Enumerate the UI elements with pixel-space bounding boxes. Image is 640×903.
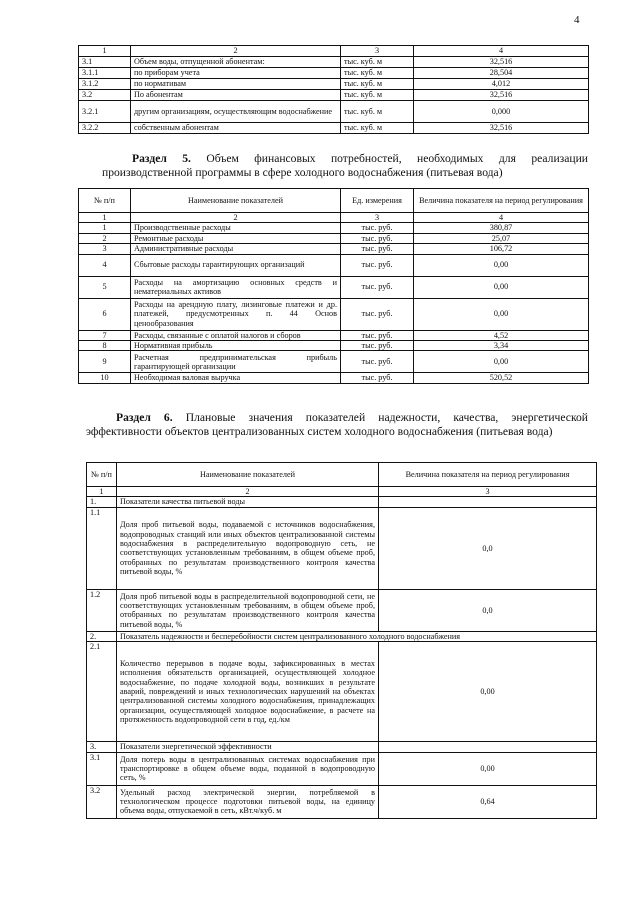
group-name: Показатели качества питьевой воды	[117, 497, 379, 507]
table-row	[79, 298, 589, 330]
row-num: 4	[79, 254, 131, 276]
table-row	[79, 101, 589, 123]
row-num: 3.2.1	[79, 101, 131, 123]
row-unit: тыс. куб. м	[341, 57, 414, 68]
row-num: 3.1	[79, 57, 131, 68]
col-number: 2	[131, 46, 341, 57]
row-value: 3,34	[414, 341, 589, 351]
row-num: 2	[79, 233, 131, 243]
row-value: 380,87	[414, 223, 589, 233]
table-header-row	[87, 463, 597, 487]
section6-label: Раздел 6.	[116, 411, 173, 424]
row-num: 2.1	[87, 642, 117, 742]
col-number: 1	[79, 46, 131, 57]
row-num: 9	[79, 351, 131, 373]
indicators-table	[86, 462, 597, 819]
row-value: 28,504	[414, 68, 589, 79]
group-row	[87, 742, 597, 752]
table-row	[79, 79, 589, 90]
group-row	[87, 631, 597, 641]
table-row	[79, 254, 589, 276]
row-name: Расходы на арендную плату, лизинговые платежи и др. платежей, предусмотренных п. 44 Основ ценообразования	[131, 298, 341, 330]
group-row	[87, 497, 597, 507]
row-value: 0,0	[379, 589, 597, 631]
row-name: По абонентам	[131, 90, 341, 101]
row-num: 1	[79, 223, 131, 233]
row-value: 0,0	[379, 507, 597, 589]
row-value: 0,00	[379, 642, 597, 742]
row-name: Удельный расход электрической энергии, потребляемой в технологическом процессе подготовки питьевой воды, на единицу объема воды, отпускаемой в сеть, кВт.ч/куб. м	[117, 785, 379, 818]
col-number: 3	[341, 213, 414, 223]
col-number: 3	[379, 487, 597, 497]
row-unit: тыс. руб.	[341, 254, 414, 276]
group-empty	[379, 742, 597, 752]
group-name: Показатель надежности и бесперебойности систем централизованного холодного водоснабжения	[117, 631, 597, 641]
row-unit: тыс. куб. м	[341, 90, 414, 101]
row-value: 0,00	[414, 254, 589, 276]
row-value: 32,516	[414, 57, 589, 68]
row-num: 3	[79, 244, 131, 254]
table-number-row	[79, 213, 589, 223]
section5-title	[102, 152, 588, 179]
table-row	[79, 57, 589, 68]
row-num: 10	[79, 373, 131, 383]
col-header: Величина показателя на период регулирования	[414, 189, 589, 213]
col-header: № п/п	[79, 189, 131, 213]
row-num: 6	[79, 298, 131, 330]
row-name: Расчетная предпринимательская прибыль гарантирующей организации	[131, 351, 341, 373]
row-value: 4,012	[414, 79, 589, 90]
table-row	[87, 785, 597, 818]
table-row	[79, 244, 589, 254]
row-num: 1.2	[87, 589, 117, 631]
row-name: Объем воды, отпущенной абонентам:	[131, 57, 341, 68]
row-name: собственным абонентам	[131, 123, 341, 134]
row-value: 0,00	[379, 752, 597, 785]
row-value: 0,64	[379, 785, 597, 818]
row-unit: тыс. куб. м	[341, 123, 414, 134]
col-number: 3	[341, 46, 414, 57]
row-value: 520,52	[414, 373, 589, 383]
row-value: 106,72	[414, 244, 589, 254]
row-num: 1.1	[87, 507, 117, 589]
row-unit: тыс. руб.	[341, 244, 414, 254]
row-num: 8	[79, 341, 131, 351]
row-num: 3.2	[87, 785, 117, 818]
row-unit: тыс. руб.	[341, 341, 414, 351]
row-num: 3.1.1	[79, 68, 131, 79]
table-row	[79, 276, 589, 298]
col-header: № п/п	[87, 463, 117, 487]
row-unit: тыс. куб. м	[341, 101, 414, 123]
table-row	[87, 752, 597, 785]
col-header: Наименование показателей	[117, 463, 379, 487]
table-row	[79, 351, 589, 373]
row-num: 3.1	[87, 752, 117, 785]
table-row	[79, 373, 589, 383]
row-unit: тыс. руб.	[341, 330, 414, 340]
table-row	[79, 68, 589, 79]
row-num: 5	[79, 276, 131, 298]
row-name: Расходы на амортизацию основных средств и нематериальных активов	[131, 276, 341, 298]
col-header: Величина показателя на период регулирования	[379, 463, 597, 487]
row-name: Доля проб питьевой воды, подаваемой с источников водоснабжения, водопроводных станций или иных объектов централизованной системы водоснабжения в распределительную водопроводную сеть, не соответствующих установленным требованиям, в общем объеме проб, отобранных по результатам производственного контроля качества питьевой воды, %	[117, 507, 379, 589]
row-value: 32,516	[414, 90, 589, 101]
table-number-row	[87, 487, 597, 497]
table-row	[87, 589, 597, 631]
row-unit: тыс. руб.	[341, 233, 414, 243]
section6-title	[86, 411, 588, 438]
row-value: 0,00	[414, 351, 589, 373]
row-name: Расходы, связанные с оплатой налогов и сборов	[131, 330, 341, 340]
financial-needs-table	[78, 188, 589, 384]
row-name: Производственные расходы	[131, 223, 341, 233]
row-value: 32,516	[414, 123, 589, 134]
table-row	[79, 330, 589, 340]
row-value: 25,07	[414, 233, 589, 243]
table-row	[79, 341, 589, 351]
section5-title-text: Объем финансовых потребностей, необходимых для реализации производственной программы в сфере холодного водоснабжения (питьевая вода)	[102, 152, 588, 179]
col-number: 4	[414, 213, 589, 223]
col-number: 1	[79, 213, 131, 223]
col-number: 1	[87, 487, 117, 497]
row-name: Доля потерь воды в централизованных системах водоснабжения при транспортировке в общем объеме воды, поданной в водопроводную сеть, %	[117, 752, 379, 785]
row-unit: тыс. руб.	[341, 276, 414, 298]
row-name: Нормативная прибыль	[131, 341, 341, 351]
col-number: 4	[414, 46, 589, 57]
page-number: 4	[574, 14, 580, 26]
row-unit: тыс. руб.	[341, 298, 414, 330]
table-header-row	[79, 46, 589, 57]
row-name: Сбытовые расходы гарантирующих организаций	[131, 254, 341, 276]
table-row	[79, 90, 589, 101]
row-unit: тыс. руб.	[341, 223, 414, 233]
row-name: Ремонтные расходы	[131, 233, 341, 243]
section6-title-text: Плановые значения показателей надежности, качества, энергетической эффективности объектов централизованных систем холодного водоснабжения (питьевая вода)	[86, 411, 588, 438]
table-row	[79, 223, 589, 233]
row-name: Административные расходы	[131, 244, 341, 254]
row-name: Необходимая валовая выручка	[131, 373, 341, 383]
table-row	[87, 642, 597, 742]
row-num: 3.2	[79, 90, 131, 101]
group-empty	[379, 497, 597, 507]
row-unit: тыс. куб. м	[341, 68, 414, 79]
col-header: Ед. измерения	[341, 189, 414, 213]
row-name: Количество перерывов в подаче воды, зафиксированных в местах исполнения обязательств организацией, осуществляющей холодное водоснабжение, по подаче холодной воды, возникших в результате аварий, повреждений и иных технологических нарушений на объектах централизованной системы холодного водоснабжения, принадлежащих организации, осуществляющей холодное водоснабжение, в расчете на протяженность водопроводной сети в год, ед./км	[117, 642, 379, 742]
row-unit: тыс. куб. м	[341, 79, 414, 90]
row-unit: тыс. руб.	[341, 351, 414, 373]
col-number: 2	[131, 213, 341, 223]
group-num: 1.	[87, 497, 117, 507]
table-row	[87, 507, 597, 589]
row-name: другим организациям, осуществляющим водоснабжение	[131, 101, 341, 123]
section5-label: Раздел 5.	[132, 152, 191, 165]
row-name: Доля проб питьевой воды в распределительной водопроводной сети, не соответствующих установленным требованиям, в общем объеме проб, отобранных по результатам производственного контроля качества питьевой воды, %	[117, 589, 379, 631]
row-name: по приборам учета	[131, 68, 341, 79]
row-name: по нормативам	[131, 79, 341, 90]
row-unit: тыс. руб.	[341, 373, 414, 383]
row-value: 0,000	[414, 101, 589, 123]
row-value: 0,00	[414, 298, 589, 330]
table-row	[79, 233, 589, 243]
water-volume-table	[78, 45, 589, 134]
col-header: Наименование показателей	[131, 189, 341, 213]
row-num: 7	[79, 330, 131, 340]
group-num: 3.	[87, 742, 117, 752]
row-num: 3.1.2	[79, 79, 131, 90]
group-name: Показатели энергетической эффективности	[117, 742, 379, 752]
row-num: 3.2.2	[79, 123, 131, 134]
row-value: 4,52	[414, 330, 589, 340]
col-number: 2	[117, 487, 379, 497]
table-header-row	[79, 189, 589, 213]
table-row	[79, 123, 589, 134]
row-value: 0,00	[414, 276, 589, 298]
group-num: 2.	[87, 631, 117, 641]
